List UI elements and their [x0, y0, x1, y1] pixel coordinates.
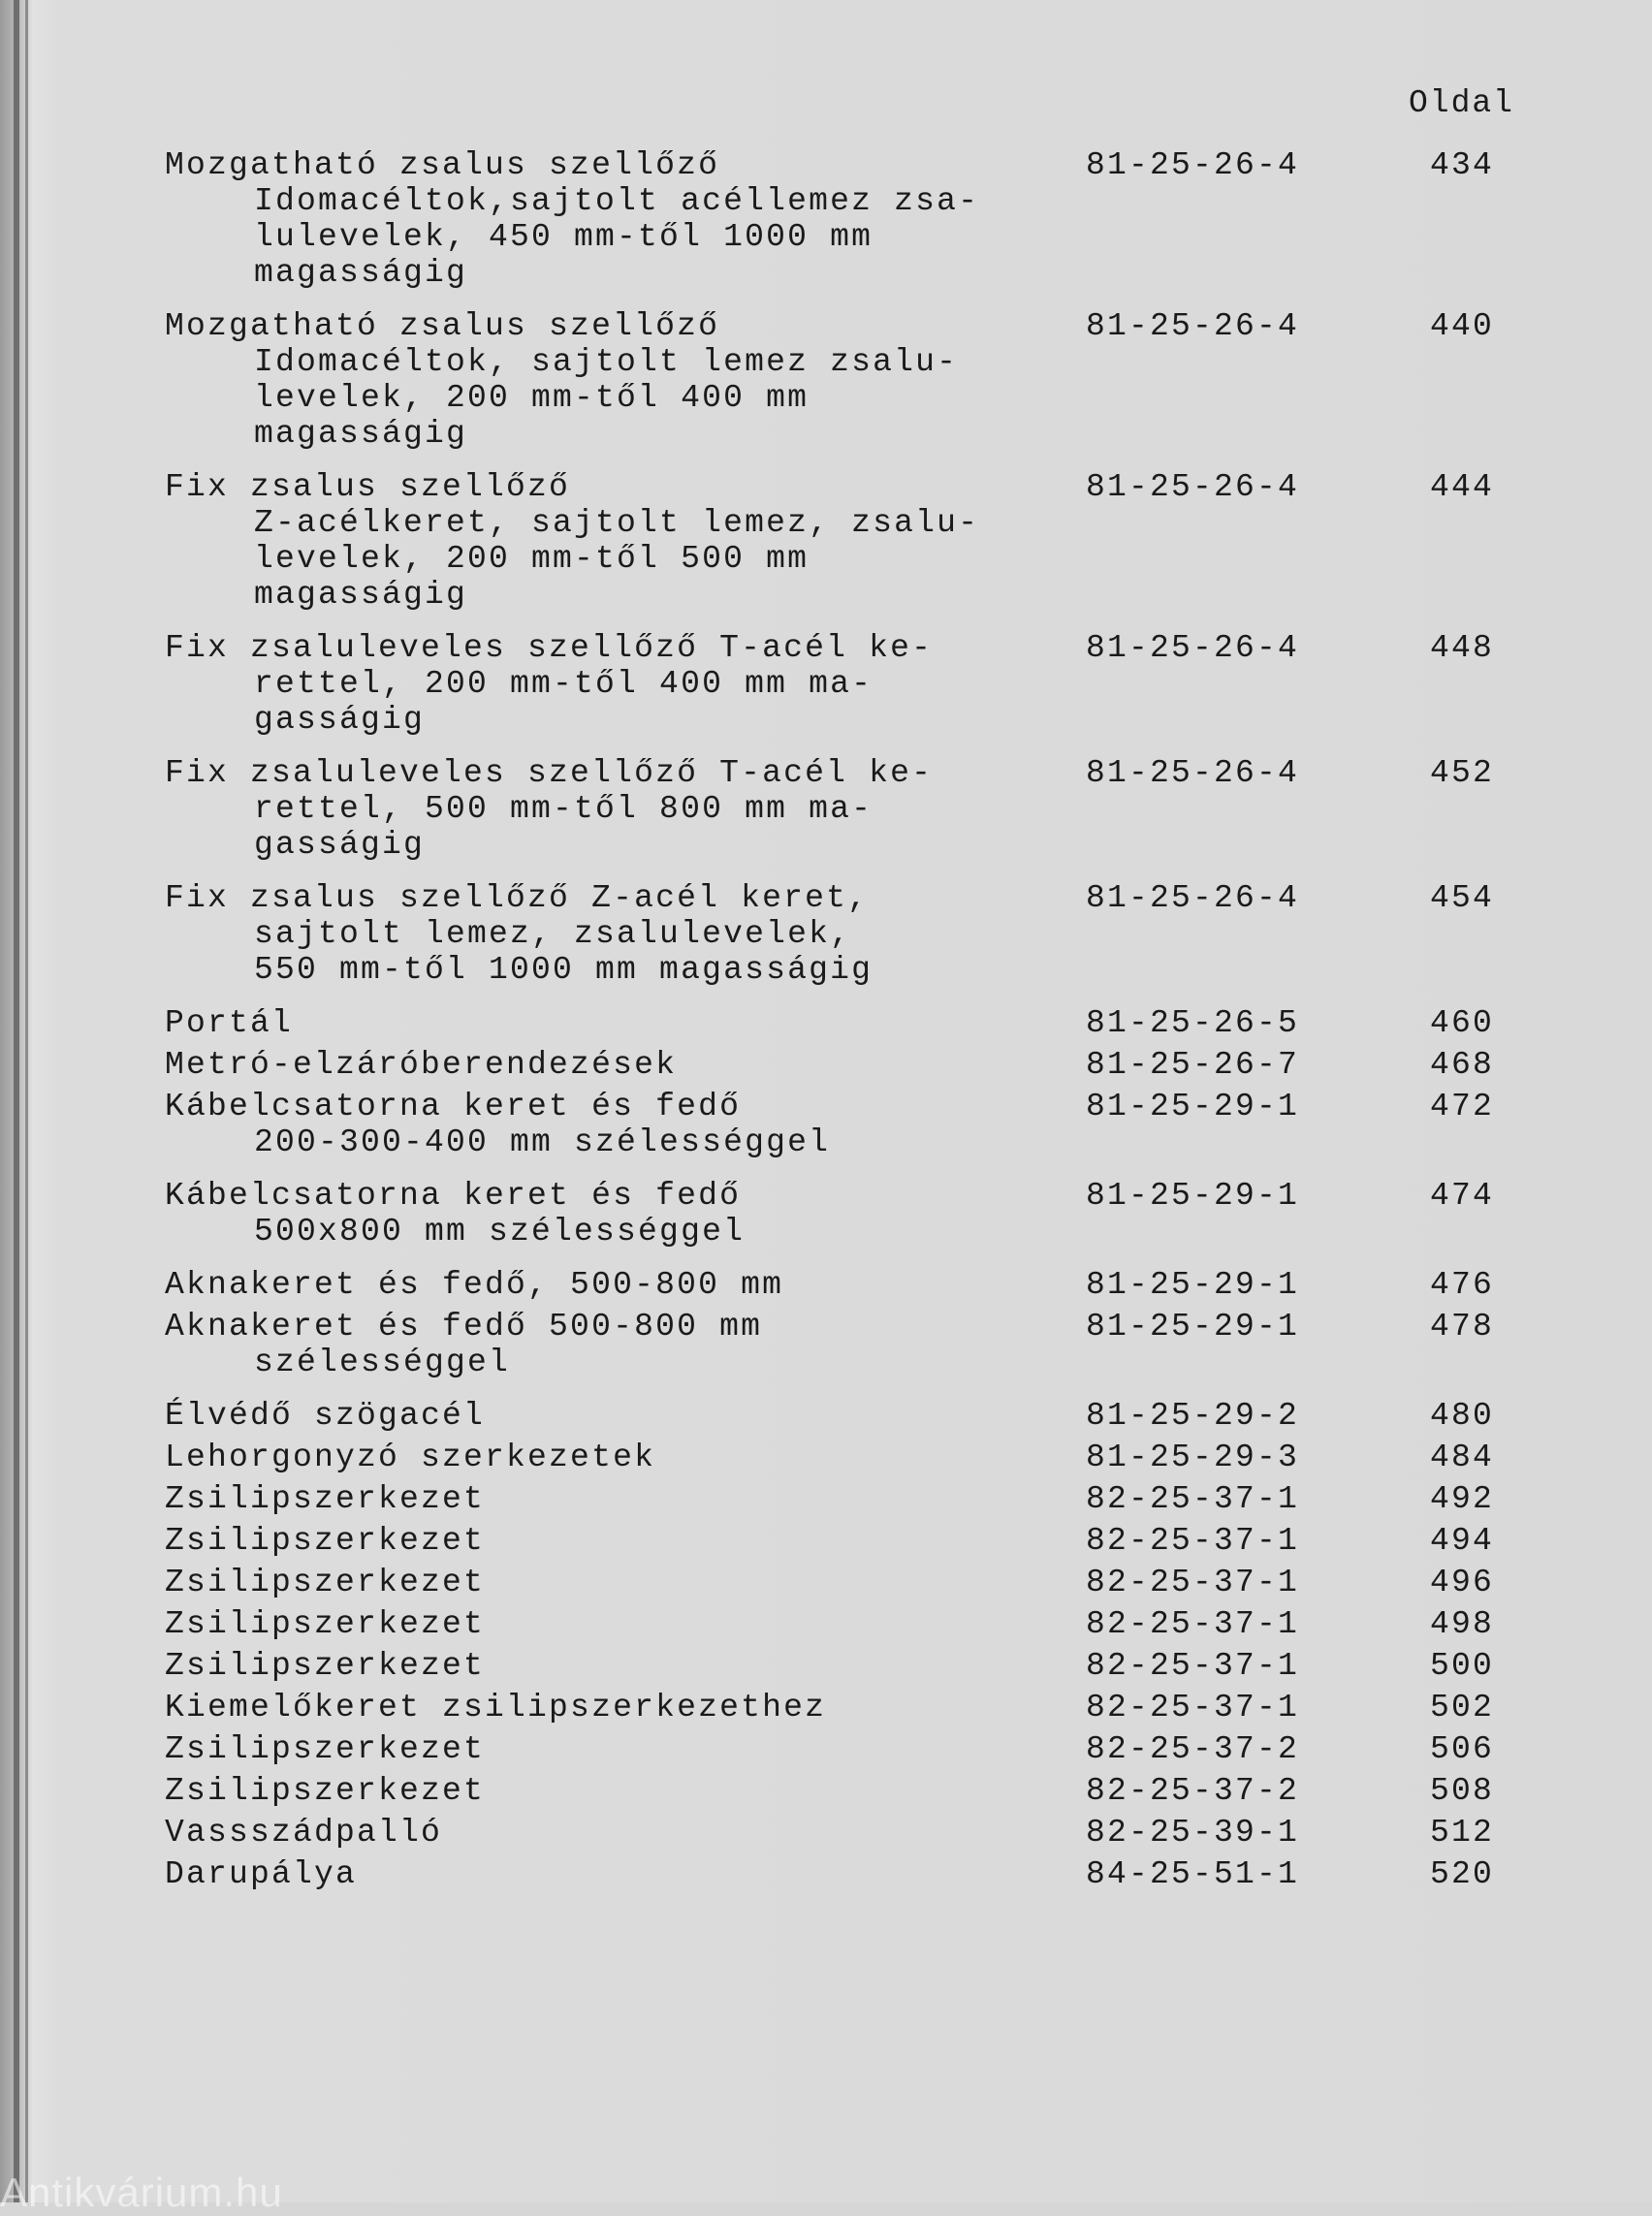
entry-description: [165, 1440, 1037, 1475]
entry-page-number: 478: [1430, 1309, 1495, 1345]
toc-entry: [165, 1856, 1522, 1892]
entry-description-line: sajtolt lemez, zsalulevelek,: [254, 916, 852, 952]
entry-description-line: magasságig: [254, 416, 468, 452]
entry-description: [165, 1690, 1037, 1725]
entry-description-line: Zsilipszerkezet: [165, 1565, 486, 1600]
entry-code: 82-25-37-1: [1086, 1606, 1300, 1642]
entry-code: 82-25-37-2: [1086, 1731, 1300, 1767]
toc-entry: [165, 1606, 1522, 1642]
toc-entry: [165, 1648, 1522, 1684]
entry-code: 81-25-26-4: [1086, 147, 1300, 183]
entry-description-line: Kábelcsatorna keret és fedő: [165, 1089, 742, 1124]
entry-description: [165, 147, 1037, 291]
entry-description: [165, 469, 1037, 613]
table-of-contents: [165, 147, 1522, 1892]
toc-entry: [165, 880, 1522, 988]
entry-description-line: Kábelcsatorna keret és fedő: [165, 1178, 742, 1214]
entry-page-number: 440: [1430, 308, 1495, 344]
toc-entry: [165, 1690, 1522, 1725]
toc-entry: [165, 1815, 1522, 1851]
entry-description: [165, 880, 1037, 988]
entry-description-line: magasságig: [254, 577, 468, 613]
entry-description-line: Portál: [165, 1005, 294, 1041]
entry-description-line: Kiemelőkeret zsilipszerkezethez: [165, 1690, 827, 1725]
entry-description: [165, 1606, 1037, 1642]
entry-page-number: 498: [1430, 1606, 1495, 1642]
page-column-header: Oldal: [1408, 85, 1514, 121]
entry-code: 81-25-26-4: [1086, 630, 1300, 666]
entry-code: 81-25-26-4: [1086, 880, 1300, 916]
entry-description: [165, 1815, 1037, 1851]
entry-description-line: Fix zsaluleveles szellőző T-acél ke-: [165, 630, 934, 666]
entry-code: 81-25-26-4: [1086, 469, 1300, 505]
toc-entry: [165, 1267, 1522, 1303]
entry-page-number: 434: [1430, 147, 1495, 183]
entry-code: 81-25-26-4: [1086, 308, 1300, 344]
entry-description-line: Élvédő szögacél: [165, 1398, 486, 1434]
entry-description: [165, 1481, 1037, 1517]
entry-page-number: 480: [1430, 1398, 1495, 1434]
entry-code: 82-25-37-2: [1086, 1773, 1300, 1809]
entry-page-number: 474: [1430, 1178, 1495, 1214]
entry-description: [165, 1856, 1037, 1892]
entry-description-line: Z-acélkeret, sajtolt lemez, zsalu-: [254, 505, 980, 541]
entry-code: 81-25-29-3: [1086, 1440, 1300, 1475]
toc-entry: [165, 1398, 1522, 1434]
entry-page-number: 496: [1430, 1565, 1495, 1600]
entry-page-number: 444: [1430, 469, 1495, 505]
entry-code: 81-25-26-7: [1086, 1047, 1300, 1083]
entry-description-line: Metró-elzáróberendezések: [165, 1047, 678, 1083]
entry-code: 81-25-26-4: [1086, 755, 1300, 791]
entry-page-number: 520: [1430, 1856, 1495, 1892]
entry-code: 81-25-29-1: [1086, 1178, 1300, 1214]
entry-code: 81-25-26-5: [1086, 1005, 1300, 1041]
toc-entry: [165, 1481, 1522, 1517]
entry-page-number: 468: [1430, 1047, 1495, 1083]
entry-description-line: gasságig: [254, 827, 426, 863]
toc-entry: [165, 1523, 1522, 1559]
entry-code: 82-25-37-1: [1086, 1565, 1300, 1600]
entry-description-line: 550 mm-től 1000 mm magasságig: [254, 952, 874, 988]
entry-description-line: Fix zsaluleveles szellőző T-acél ke-: [165, 755, 934, 791]
toc-entry: [165, 1773, 1522, 1809]
entry-description-line: Lehorgonyzó szerkezetek: [165, 1440, 656, 1475]
watermark-text: Antikvárium.hu: [0, 2169, 283, 2215]
entry-description-line: lulevelek, 450 mm-től 1000 mm: [254, 219, 874, 255]
entry-description-line: Zsilipszerkezet: [165, 1481, 486, 1517]
toc-entry: [165, 1089, 1522, 1160]
entry-description-line: Idomacéltok,sajtolt acéllemez zsa-: [254, 183, 980, 219]
entry-description-line: Aknakeret és fedő, 500-800 mm: [165, 1267, 784, 1303]
entry-description-line: Mozgatható zsalus szellőző: [165, 308, 720, 344]
entry-description-line: szélességgel: [254, 1345, 511, 1380]
entry-description-line: Zsilipszerkezet: [165, 1606, 486, 1642]
entry-description-line: Fix zsalus szellőző Z-acél keret,: [165, 880, 870, 916]
entry-code: 81-25-29-1: [1086, 1267, 1300, 1303]
entry-description-line: rettel, 200 mm-től 400 mm ma-: [254, 666, 874, 702]
entry-description-line: Darupálya: [165, 1856, 358, 1892]
toc-entry: [165, 308, 1522, 452]
entry-description-line: 500x800 mm szélességgel: [254, 1214, 746, 1250]
entry-code: 81-25-29-2: [1086, 1398, 1300, 1434]
entry-code: 82-25-37-1: [1086, 1690, 1300, 1725]
toc-entry: [165, 1440, 1522, 1475]
entry-description-line: rettel, 500 mm-től 800 mm ma-: [254, 791, 874, 827]
entry-code: 84-25-51-1: [1086, 1856, 1300, 1892]
entry-description: [165, 1565, 1037, 1600]
toc-entry: [165, 755, 1522, 863]
entry-page-number: 476: [1430, 1267, 1495, 1303]
entry-page-number: 506: [1430, 1731, 1495, 1767]
entry-page-number: 472: [1430, 1089, 1495, 1124]
entry-page-number: 452: [1430, 755, 1495, 791]
entry-description: [165, 630, 1037, 738]
toc-entry: [165, 1005, 1522, 1041]
page-binding-edge: [14, 0, 19, 2202]
entry-page-number: 492: [1430, 1481, 1495, 1517]
entry-code: 82-25-39-1: [1086, 1815, 1300, 1851]
entry-description: [165, 1731, 1037, 1767]
entry-description: [165, 1309, 1037, 1380]
toc-entry: [165, 630, 1522, 738]
entry-page-number: 484: [1430, 1440, 1495, 1475]
entry-description-line: Idomacéltok, sajtolt lemez zsalu-: [254, 344, 959, 380]
entry-code: 82-25-37-1: [1086, 1648, 1300, 1684]
entry-page-number: 494: [1430, 1523, 1495, 1559]
entry-description: [165, 755, 1037, 863]
entry-description: [165, 308, 1037, 452]
toc-entry: [165, 1178, 1522, 1250]
entry-description-line: magasságig: [254, 255, 468, 291]
page-binding-shadow: [25, 0, 28, 2202]
entry-description: [165, 1398, 1037, 1434]
entry-description-line: levelek, 200 mm-től 500 mm: [254, 541, 810, 577]
entry-page-number: 512: [1430, 1815, 1495, 1851]
entry-code: 82-25-37-1: [1086, 1523, 1300, 1559]
entry-description: [165, 1648, 1037, 1684]
entry-description-line: gasságig: [254, 702, 426, 738]
entry-page-number: 500: [1430, 1648, 1495, 1684]
entry-code: 81-25-29-1: [1086, 1089, 1300, 1124]
entry-description-line: Zsilipszerkezet: [165, 1523, 486, 1559]
entry-description-line: Zsilipszerkezet: [165, 1731, 486, 1767]
toc-entry: [165, 1565, 1522, 1600]
entry-page-number: 448: [1430, 630, 1495, 666]
entry-description-line: levelek, 200 mm-től 400 mm: [254, 380, 810, 416]
entry-description-line: 200-300-400 mm szélességgel: [254, 1124, 831, 1160]
toc-entry: [165, 1047, 1522, 1083]
toc-entry: [165, 469, 1522, 613]
entry-description: [165, 1267, 1037, 1303]
entry-description-line: Aknakeret és fedő 500-800 mm: [165, 1309, 763, 1345]
entry-description-line: Vassszádpalló: [165, 1815, 443, 1851]
entry-code: 82-25-37-1: [1086, 1481, 1300, 1517]
toc-entry: [165, 1309, 1522, 1380]
entry-page-number: 502: [1430, 1690, 1495, 1725]
entry-description: [165, 1178, 1037, 1250]
entry-description-line: Fix zsalus szellőző: [165, 469, 571, 505]
entry-description: [165, 1005, 1037, 1041]
entry-description: [165, 1523, 1037, 1559]
entry-description-line: Mozgatható zsalus szellőző: [165, 147, 720, 183]
toc-entry: [165, 147, 1522, 291]
entry-description-line: Zsilipszerkezet: [165, 1648, 486, 1684]
entry-page-number: 508: [1430, 1773, 1495, 1809]
entry-description: [165, 1047, 1037, 1083]
entry-description: [165, 1773, 1037, 1809]
entry-description: [165, 1089, 1037, 1160]
entry-page-number: 454: [1430, 880, 1495, 916]
toc-entry: [165, 1731, 1522, 1767]
entry-page-number: 460: [1430, 1005, 1495, 1041]
entry-description-line: Zsilipszerkezet: [165, 1773, 486, 1809]
entry-code: 81-25-29-1: [1086, 1309, 1300, 1345]
